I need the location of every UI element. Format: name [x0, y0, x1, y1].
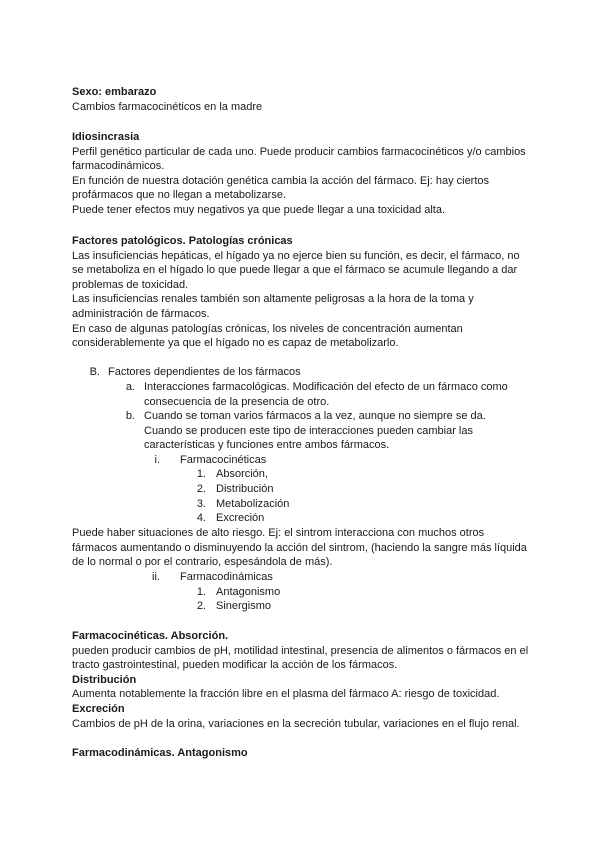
outline-ii-label: Farmacodinámicas — [180, 571, 273, 583]
outline-i-item-2-number: 2. — [196, 483, 206, 495]
outline-bb-marker: b. — [125, 410, 135, 422]
heading-excrecion: Excreción — [72, 702, 125, 715]
outline-ii-item-1-number: 1. — [196, 586, 206, 598]
outline-i-marker: i. — [154, 454, 160, 466]
outline-ii-marker: ii. — [152, 571, 160, 583]
section-idiosincrasia — [72, 130, 532, 218]
heading-absorcion: Farmacocinéticas. Absorción. — [72, 630, 229, 642]
heading-antagonismo: Farmacodinámicas. Antagonismo — [72, 747, 248, 759]
outline-a-text: Interacciones farmacológicas. Modificación del efecto de un fármaco como consecuencia de la presencia de otro. — [144, 381, 508, 408]
outline-b-label: Factores dependientes de los fármacos — [108, 366, 301, 378]
heading-patologicos: Factores patológicos. Patologías crónicas — [72, 235, 293, 247]
paragraph-pato-2: Las insuficiencias renales también son altamente peligrosas a la hora de la toma y administración de fármacos. — [72, 293, 474, 320]
paragraph-risk: Puede haber situaciones de alto riesgo. Ej: el sintrom interacciona con muchos otros fármacos aumentando o disminuyendo la acción del sintrom, (haciendo la sangre más líquida de lo normal o por el contrario, espesándola de más). — [72, 527, 527, 569]
outline-i-item-1: Absorción, — [216, 468, 268, 480]
paragraph-alto-riesgo — [72, 526, 532, 570]
outline-a-marker: a. — [125, 381, 135, 393]
paragraph-pato-3: En caso de algunas patologías crónicas, los niveles de concentración aumentan considerablemente ya que el hígado no es capaz de metabolizarlo. — [72, 322, 463, 350]
outline-b-marker: B. — [89, 366, 100, 378]
paragraph-excrecion: Cambios de pH de la orina, variaciones en la secreción tubular, variaciones en el flujo renal. — [72, 717, 520, 730]
outline-i-item-3: Metabolización — [216, 498, 290, 510]
outline-i-item-2: Distribución — [216, 483, 274, 495]
heading-distribucion: Distribución — [72, 673, 137, 686]
heading-idiosincrasia: Idiosincrasia — [72, 131, 140, 143]
paragraph-pato-1: Las insuficiencias hepáticas, el hígado ya no ejerce bien su función, es decir, el fármaco, no se metaboliza en el hígado lo que puede llegar a que el fármaco se acumule llegando a dar problemas de toxicidad. — [72, 249, 520, 291]
section-sexo — [72, 85, 532, 114]
outline-i-item-4: Excreción — [216, 512, 265, 524]
outline-i-label: Farmacocinéticas — [180, 454, 267, 466]
section-patologicos — [72, 234, 532, 351]
paragraph-idio-1: Perfil genético particular de cada uno. Puede producir cambios farmacocinéticos y/o cambios farmacodinámicos. — [72, 145, 526, 173]
section-farmacodinamicas — [72, 746, 532, 761]
heading-sexo: Sexo: embarazo — [72, 86, 157, 98]
section-farmacocineticas — [72, 629, 532, 731]
outline-ii-item-2: Sinergismo — [216, 600, 272, 612]
outline-i-item-1-number: 1. — [196, 468, 206, 480]
outline-bb-text: Cuando se toman varios fármacos a la vez, aunque no siempre se da. Cuando se producen este tipo de interacciones pueden cambiar las características y funciones entre ambos fármacos. — [144, 410, 486, 452]
outline-ii-item-2-number: 2. — [196, 600, 206, 612]
outline-ii-item-1: Antagonismo — [216, 586, 281, 598]
paragraph-sexo: Cambios farmacocinéticos en la madre — [72, 100, 263, 113]
paragraph-absorcion: pueden producir cambios de pH, motilidad intestinal, presencia de alimentos o fármacos en el tracto gastrointestinal, pueden modificar la acción de los fármacos. — [72, 644, 529, 672]
paragraph-idio-3: Puede tener efectos muy negativos ya que puede llegar a una toxicidad alta. — [72, 203, 446, 216]
outline-i-item-3-number: 3. — [196, 498, 206, 510]
paragraph-distribucion: Aumenta notablemente la fracción libre en el plasma del fármaco A: riesgo de toxicidad. — [72, 688, 500, 701]
paragraph-idio-2: En función de nuestra dotación genética cambia la acción del fármaco. Ej: hay ciertos profármacos que no llegan a metabolizarse. — [72, 174, 490, 202]
outline-i-item-4-number: 4. — [196, 512, 206, 524]
